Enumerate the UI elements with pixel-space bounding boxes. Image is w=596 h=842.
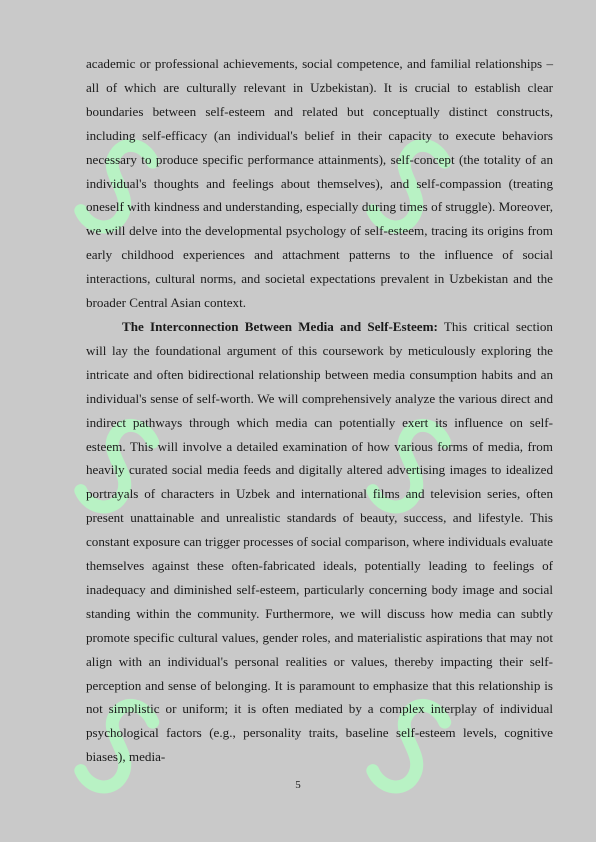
page-number: 5 (295, 779, 301, 791)
paragraph-text: academic or professional achievements, social competence, and familial relationships – all of which are culturally relevant in Uzbekistan). It is crucial to establish clear boundaries between self-esteem and related but conceptually distinct constructs, including self-efficacy (an individual's belief in their capacity to execute behaviors necessary to produce specific performance attainments), self-concept (the totality of an individual's thoughts and feelings about themselves), and self-compassion (treating oneself with kindness and understanding, especially during times of struggle). Moreover, we will delve into the developmental psychology of self-esteem, tracing its origins from early childhood experiences and attachment patterns to the influence of social interactions, cultural norms, and societal expectations prevalent in Uzbekistan and the broader Central Asian context. (86, 56, 553, 311)
document-body (86, 52, 553, 769)
section-paragraph (86, 315, 553, 769)
paragraph-text: This critical section will lay the foundational argument of this coursework by meticulously exploring the intricate and often bidirectional relationship between media consumption habits and an individual's sense of self-worth. We will comprehensively analyze the various direct and indirect pathways through which media can potentially exert its influence on self-esteem. This will involve a detailed examination of how various forms of media, from heavily curated social media feeds and digitally altered advertising images to idealized portrayals of characters in Uzbek and international films and television series, often present unattainable and unrealistic standards of beauty, success, and lifestyle. This constant exposure can trigger processes of social comparison, where individuals evaluate themselves against these often-fabricated ideals, potentially leading to feelings of inadequacy and diminished self-esteem, particularly concerning body image and social standing within the community. Furthermore, we will discuss how media can subtly promote specific cultural values, gender roles, and materialistic aspirations that may not align with an individual's personal realities or values, thereby impacting their self-perception and sense of belonging. It is paramount to emphasize that this relationship is not simplistic or uniform; it is often mediated by a complex interplay of individual psychological factors (e.g., personality traits, baseline self-esteem levels, cognitive biases), media- (86, 318, 553, 765)
section-heading: The Interconnection Between Media and Self-Esteem: (122, 318, 438, 334)
body-paragraph (86, 52, 553, 315)
